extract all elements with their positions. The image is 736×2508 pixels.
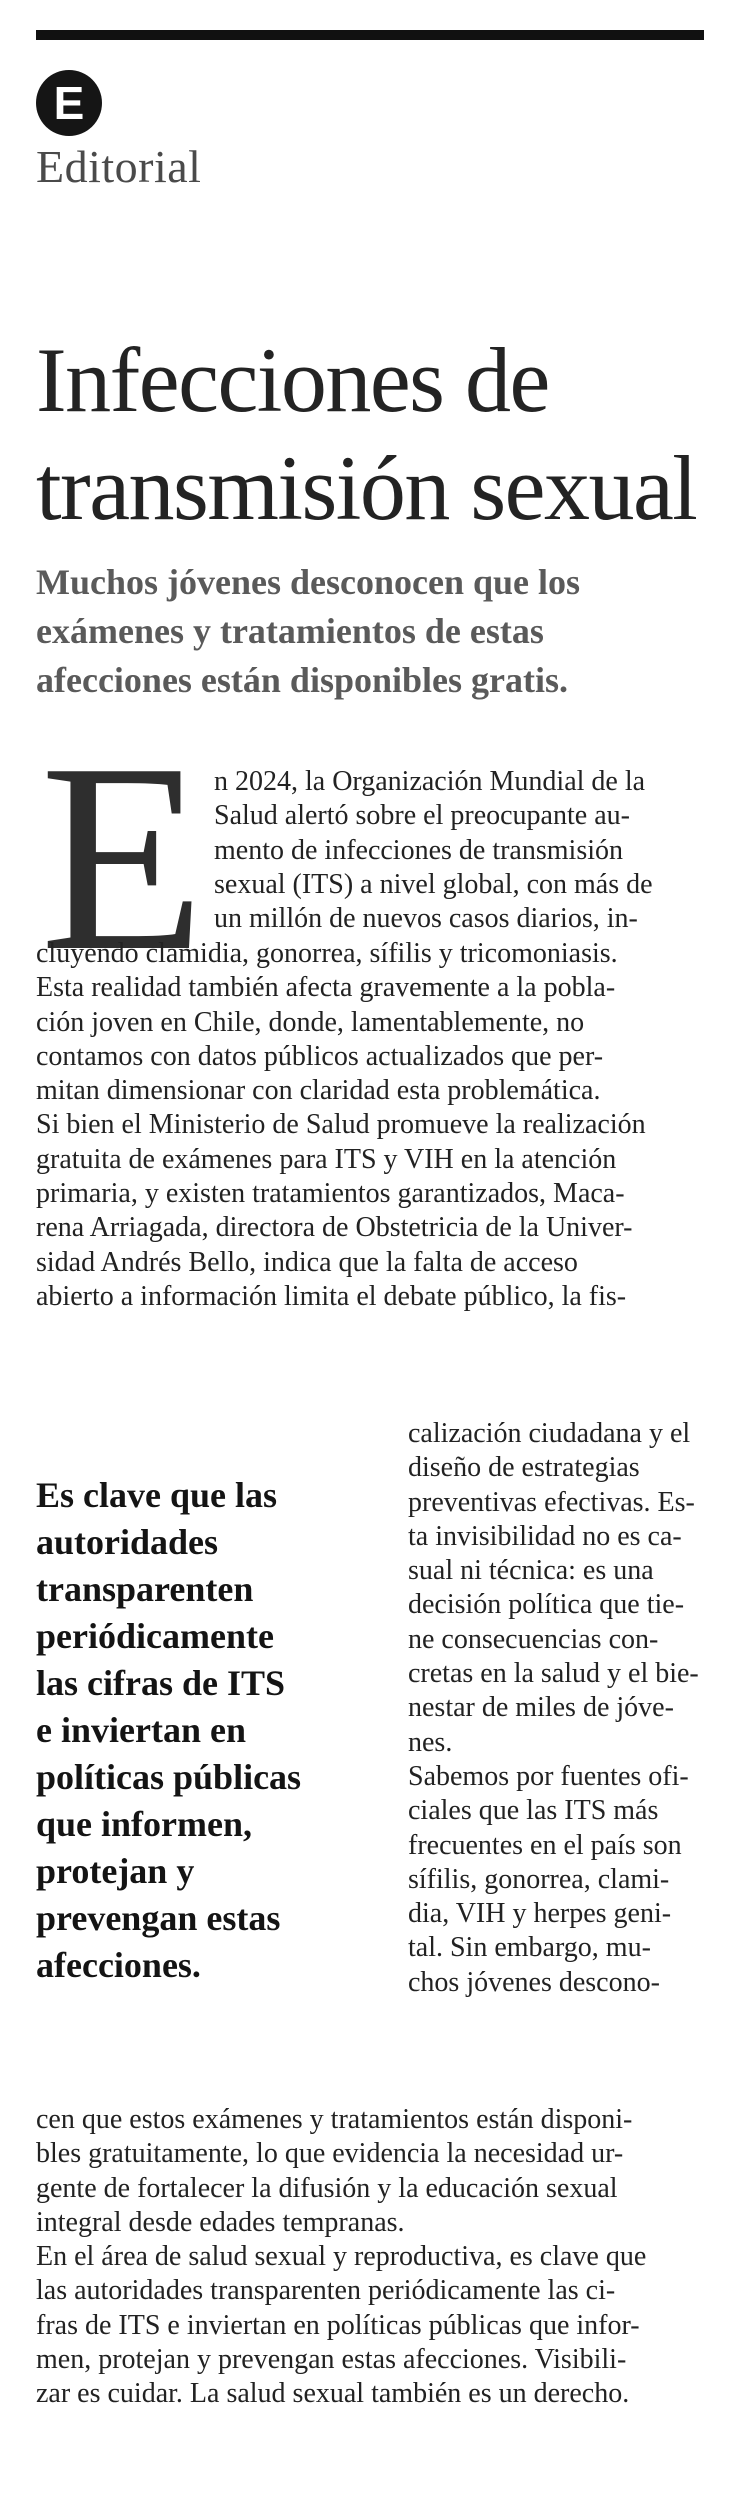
body-line: ciales que las ITS más	[408, 1795, 659, 1827]
body-line: Salud alertó sobre el preocupante au-	[214, 800, 630, 832]
headline-line: transmisión sexual	[36, 437, 697, 539]
deck-line: Muchos jóvenes desconocen que los	[36, 562, 581, 602]
body-line: frecuentes en el país son	[408, 1829, 682, 1861]
body-line: un millón de nuevos casos diarios, in-	[214, 903, 638, 935]
article-body-1	[36, 937, 646, 1314]
body-line: primaria, y existen tratamientos garantizados, Maca-	[36, 1178, 625, 1210]
article-body-2	[36, 2103, 646, 2412]
body-line: fras de ITS e inviertan en políticas públicas que infor-	[36, 2309, 640, 2341]
body-line: nes.	[408, 1726, 453, 1758]
body-line: las autoridades transparenten periódicamente las ci-	[36, 2275, 616, 2307]
body-line: cretas en la salud y el bie-	[408, 1658, 699, 1690]
section-label: Editorial	[36, 141, 202, 192]
body-line: contamos con datos públicos actualizados que per-	[36, 1040, 604, 1072]
body-line: sífilis, gonorrea, clami-	[408, 1863, 670, 1895]
body-line: rena Arriagada, directora de Obstetricia de la Univer-	[36, 1212, 633, 1244]
deck	[36, 558, 716, 705]
body-line: gente de fortalecer la difusión y la educación sexual	[36, 2172, 618, 2204]
body-line: men, protejan y prevengan estas afecciones. Visibili-	[36, 2344, 627, 2376]
body-line: cluyendo clamidia, gonorrea, sífilis y tricomoniasis.	[36, 938, 618, 969]
headline-line: Infecciones de	[36, 329, 549, 431]
body-line: mitan dimensionar con claridad esta problemática.	[36, 1075, 601, 1107]
body-line: abierto a información limita el debate público, la fis-	[36, 1280, 627, 1312]
body-line: chos jóvenes descono-	[408, 1966, 660, 1998]
body-line: dia, VIH y herpes geni-	[408, 1898, 672, 1930]
article-column	[408, 1417, 699, 2000]
body-line: mento de infecciones de transmisión	[214, 834, 623, 866]
top-rule	[36, 30, 704, 40]
body-line: calización ciudadana y el	[408, 1418, 691, 1449]
pull-quote-line: protejan y	[36, 1851, 195, 1891]
pull-quote	[36, 1472, 301, 1989]
body-line: preventivas efectivas. Es-	[408, 1486, 695, 1518]
pull-quote-line: Es clave que las	[36, 1475, 278, 1515]
body-line: sual ni técnica: es una	[408, 1555, 654, 1587]
pull-quote-line: e inviertan en	[36, 1710, 246, 1750]
body-line: sidad Andrés Bello, indica que la falta de acceso	[36, 1246, 578, 1278]
deck-line: exámenes y tratamientos de estas	[36, 611, 544, 651]
body-line: zar es cuidar. La salud sexual también es un derecho.	[36, 2378, 630, 2410]
pull-quote-line: las cifras de ITS	[36, 1663, 286, 1703]
body-line: diseño de estrategias	[408, 1452, 640, 1484]
body-line: ción joven en Chile, donde, lamentablemente, no	[36, 1006, 585, 1038]
pull-quote-line: afecciones.	[36, 1945, 201, 1985]
headline	[36, 326, 716, 542]
body-line: integral desde edades tempranas.	[36, 2206, 405, 2238]
body-line: nestar de miles de jóve-	[408, 1692, 674, 1724]
pull-quote-line: periódicamente	[36, 1616, 274, 1656]
pull-quote-line: transparenten	[36, 1569, 254, 1609]
body-line: ne consecuencias con-	[408, 1623, 659, 1655]
drop-cap: E	[40, 708, 205, 1007]
body-line: Si bien el Ministerio de Salud promueve la realización	[36, 1109, 646, 1141]
body-line: n 2024, la Organización Mundial de la	[214, 766, 646, 797]
deck-line: afecciones están disponibles gratis.	[36, 660, 569, 700]
body-line: sexual (ITS) a nivel global, con más de	[214, 868, 653, 900]
pull-quote-line: políticas públicas	[36, 1757, 302, 1797]
body-line: tal. Sin embargo, mu-	[408, 1932, 651, 1964]
body-line: ta invisibilidad no es ca-	[408, 1520, 682, 1552]
body-line: cen que estos exámenes y tratamientos están disponi-	[36, 2104, 633, 2135]
pull-quote-line: que informen,	[36, 1804, 252, 1844]
pull-quote-line: prevengan estas	[36, 1898, 281, 1938]
body-line: En el área de salud sexual y reproductiva, es clave que	[36, 2241, 647, 2273]
body-line: Esta realidad también afecta gravemente a la pobla-	[36, 972, 616, 1004]
body-line: Sabemos por fuentes ofi-	[408, 1760, 689, 1792]
body-line: gratuita de exámenes para ITS y VIH en la atención	[36, 1143, 617, 1175]
body-line: decisión política que tie-	[408, 1589, 685, 1621]
section-badge: E	[36, 70, 102, 136]
pull-quote-line: autoridades	[36, 1522, 219, 1562]
article-intro	[214, 765, 653, 936]
body-line: bles gratuitamente, lo que evidencia la necesidad ur-	[36, 2138, 624, 2170]
